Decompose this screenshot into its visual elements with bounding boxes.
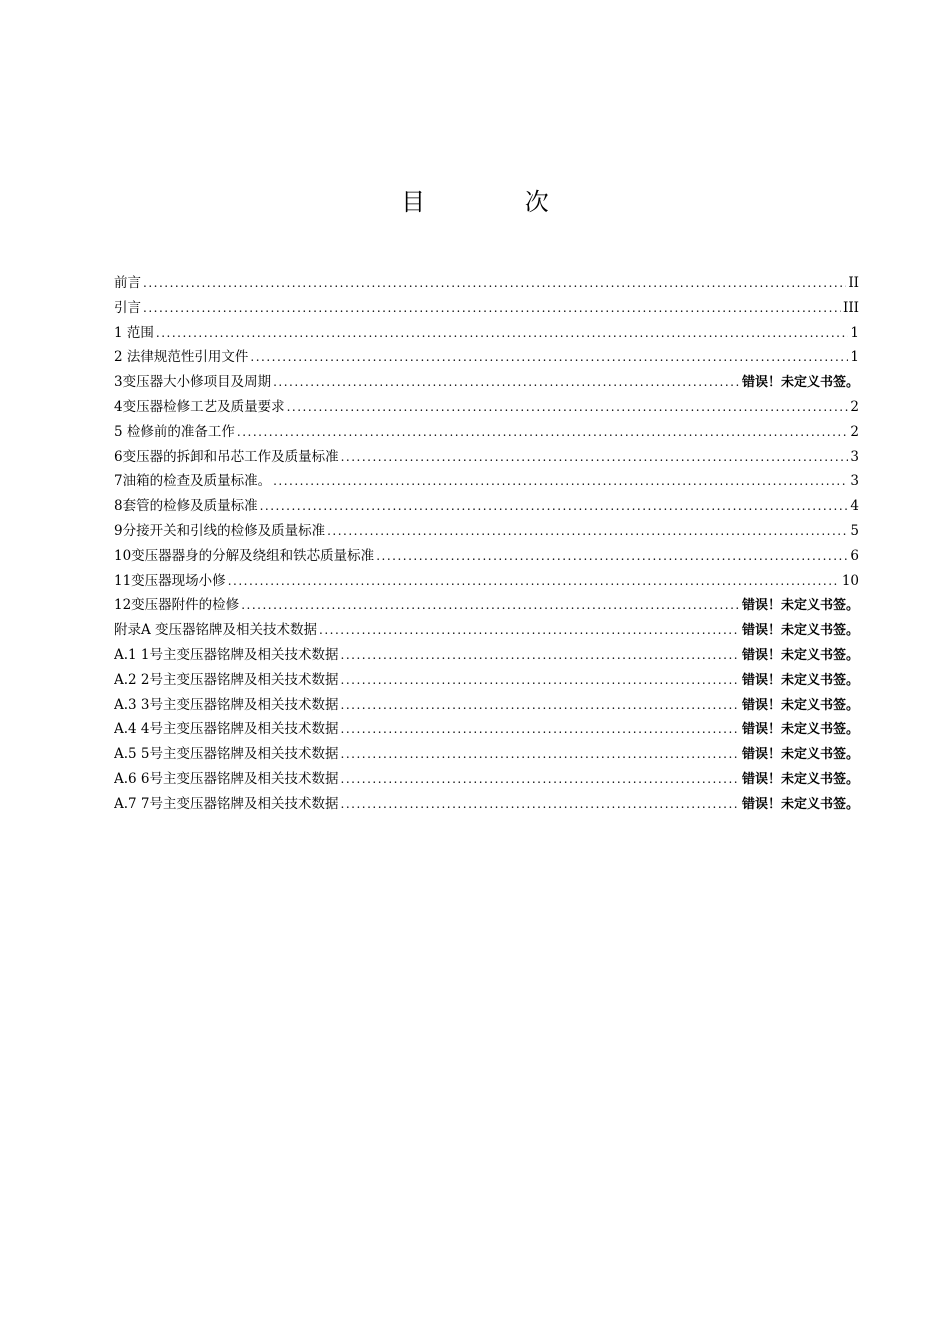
toc-dot-leader <box>143 296 841 321</box>
toc-entry[interactable] <box>114 618 859 643</box>
toc-dot-leader <box>341 742 740 767</box>
toc-entry-label[interactable]: A.6 6号主变压器铭牌及相关技术数据 <box>114 770 339 787</box>
toc-entry-error-text[interactable]: 错误！未定义书签。 <box>741 598 859 614</box>
toc-entry-error-text[interactable]: 错误！未定义书签。 <box>741 796 859 812</box>
toc-entry[interactable] <box>114 792 859 817</box>
table-of-contents <box>114 271 859 817</box>
toc-entry-page-number[interactable]: 6 <box>850 547 859 564</box>
toc-entry-label[interactable]: 引言 <box>114 299 141 316</box>
toc-entry-label[interactable]: 10变压器器身的分解及绕组和铁芯质量标准 <box>114 547 375 564</box>
toc-entry-label[interactable]: 8套管的检修及质量标准 <box>114 498 258 515</box>
toc-dot-leader <box>250 345 848 370</box>
toc-entry-error-text[interactable]: 错误！未定义书签。 <box>741 672 859 688</box>
toc-dot-leader <box>143 271 846 296</box>
toc-dot-leader <box>287 395 849 420</box>
toc-entry-label[interactable]: A.2 2号主变压器铭牌及相关技术数据 <box>114 671 339 688</box>
toc-entry-error-text[interactable]: 错误！未定义书签。 <box>741 697 859 713</box>
toc-entry[interactable] <box>114 321 859 346</box>
toc-entry-error-text[interactable]: 错误！未定义书签。 <box>741 771 859 787</box>
toc-dot-leader <box>228 569 840 594</box>
toc-dot-leader <box>260 494 849 519</box>
toc-entry-label[interactable]: 5 检修前的准备工作 <box>114 423 235 440</box>
toc-entry-label[interactable]: 1 范围 <box>114 324 154 341</box>
toc-entry[interactable] <box>114 544 859 569</box>
toc-dot-leader <box>341 445 849 470</box>
toc-title: 目 次 <box>401 188 595 216</box>
toc-entry[interactable] <box>114 445 859 470</box>
toc-entry-page-number[interactable]: 1 <box>850 349 859 366</box>
toc-entry[interactable] <box>114 569 859 594</box>
toc-entry-label[interactable]: A.7 7号主变压器铭牌及相关技术数据 <box>114 795 339 812</box>
toc-entry-label[interactable]: 4变压器检修工艺及质量要求 <box>114 398 285 415</box>
toc-entry-page-number[interactable]: 3 <box>850 473 859 490</box>
toc-entry[interactable] <box>114 420 859 445</box>
toc-entry-label[interactable]: 7油箱的检查及质量标准。 <box>114 473 272 490</box>
toc-entry[interactable] <box>114 643 859 668</box>
toc-dot-leader <box>341 643 740 668</box>
toc-entry-label[interactable]: 6变压器的拆卸和吊芯工作及质量标准 <box>114 448 339 465</box>
toc-entry-error-text[interactable]: 错误！未定义书签。 <box>741 647 859 663</box>
toc-entry-label[interactable]: 前言 <box>114 275 141 291</box>
toc-entry-label[interactable]: A.3 3号主变压器铭牌及相关技术数据 <box>114 696 339 713</box>
toc-entry-error-text[interactable]: 错误！未定义书签。 <box>741 747 859 763</box>
toc-entry[interactable] <box>114 742 859 767</box>
toc-entry-page-number[interactable]: 3 <box>850 448 859 465</box>
toc-entry-page-number[interactable]: 10 <box>841 572 859 589</box>
toc-entry[interactable] <box>114 717 859 742</box>
toc-entry-label[interactable]: 12变压器附件的检修 <box>114 597 240 614</box>
toc-entry[interactable] <box>114 668 859 693</box>
toc-entry-error-text[interactable]: 错误！未定义书签。 <box>741 375 859 391</box>
toc-entry-label[interactable]: A.1 1号主变压器铭牌及相关技术数据 <box>114 646 339 663</box>
toc-entry-label[interactable]: A.5 5号主变压器铭牌及相关技术数据 <box>114 746 339 763</box>
toc-dot-leader <box>237 420 849 445</box>
toc-entry-error-text[interactable]: 错误！未定义书签。 <box>741 722 859 738</box>
toc-entry[interactable] <box>114 271 859 296</box>
toc-entry-page-number[interactable]: 2 <box>850 423 859 440</box>
toc-dot-leader <box>319 618 740 643</box>
toc-entry-page-number[interactable]: 2 <box>850 398 859 415</box>
toc-dot-leader <box>341 767 740 792</box>
toc-entry-page-number[interactable]: 5 <box>850 522 859 539</box>
toc-entry-page-number[interactable]: 1 <box>850 324 859 341</box>
toc-entry[interactable] <box>114 370 859 395</box>
toc-entry[interactable] <box>114 767 859 792</box>
toc-entry-label[interactable]: 3变压器大小修项目及周期 <box>114 374 272 391</box>
toc-entry[interactable] <box>114 693 859 718</box>
toc-dot-leader <box>376 544 848 569</box>
toc-entry[interactable] <box>114 494 859 519</box>
toc-entry-page-number[interactable]: 4 <box>850 498 859 515</box>
toc-entry-label[interactable]: 9分接开关和引线的检修及质量标准 <box>114 522 326 539</box>
toc-dot-leader <box>156 321 849 346</box>
toc-dot-leader <box>327 519 848 544</box>
toc-dot-leader <box>341 693 740 718</box>
toc-entry-label[interactable]: A.4 4号主变压器铭牌及相关技术数据 <box>114 721 339 738</box>
toc-entry[interactable] <box>114 395 859 420</box>
toc-dot-leader <box>273 469 848 494</box>
toc-entry[interactable] <box>114 593 859 618</box>
toc-dot-leader <box>273 370 740 395</box>
toc-entry-label[interactable]: 2 法律规范性引用文件 <box>114 349 249 366</box>
toc-entry[interactable] <box>114 345 859 370</box>
toc-entry[interactable] <box>114 469 859 494</box>
toc-entry-label[interactable]: 11变压器现场小修 <box>114 572 226 589</box>
toc-dot-leader <box>241 593 740 618</box>
toc-dot-leader <box>341 717 740 742</box>
toc-dot-leader <box>341 668 740 693</box>
toc-entry-page-number[interactable]: III <box>843 299 859 316</box>
toc-entry[interactable] <box>114 296 859 321</box>
toc-entry[interactable] <box>114 519 859 544</box>
toc-dot-leader <box>341 792 740 817</box>
toc-entry-error-text[interactable]: 错误！未定义书签。 <box>741 623 859 639</box>
toc-entry-page-number[interactable]: II <box>848 275 859 291</box>
toc-entry-label[interactable]: 附录A 变压器铭牌及相关技术数据 <box>114 622 318 639</box>
